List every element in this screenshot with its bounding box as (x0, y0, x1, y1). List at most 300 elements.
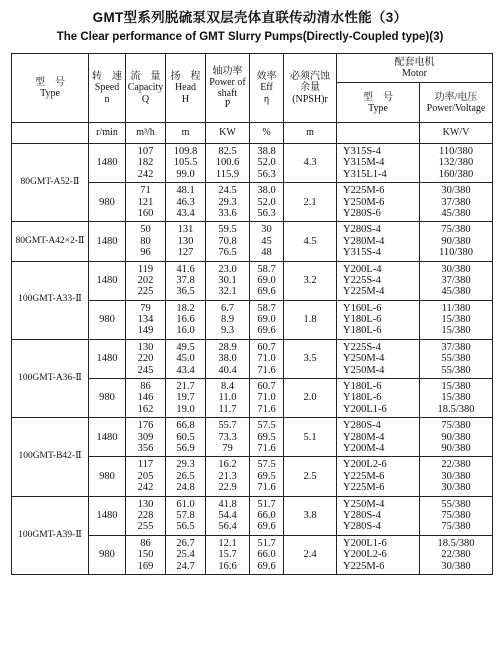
motor-type-value: Y200M-4 (343, 442, 385, 454)
motor-power-voltage-cell (420, 379, 493, 418)
efficiency-cell (250, 457, 284, 496)
capacity-value: 202 (137, 274, 154, 286)
efficiency-value: 69.5 (257, 470, 276, 482)
header-row-1 (12, 54, 493, 83)
motor-power-voltage-value: 45/380 (441, 207, 471, 219)
efficiency-cell (250, 144, 284, 183)
header-npsh-cn2: 余量 (300, 82, 320, 94)
shaft-power-value: 15.7 (218, 549, 237, 561)
shaft-power-value: 33.6 (218, 207, 237, 219)
motor-power-voltage-value: 30/380 (441, 560, 471, 572)
efficiency-cell (250, 222, 284, 261)
header-eff-cn: 效率 (256, 71, 277, 83)
capacity-value: 160 (137, 207, 154, 219)
head-value: 99.0 (176, 168, 195, 180)
capacity-value: 130 (137, 498, 154, 510)
efficiency-cell (250, 496, 284, 535)
speed-value: 1480 (89, 418, 126, 457)
unit-power: KW (206, 123, 250, 144)
capacity-value: 356 (137, 442, 154, 454)
efficiency-cell (250, 300, 284, 339)
header-motor-pv (420, 83, 493, 123)
efficiency-cell (250, 339, 284, 378)
header-head-sym: H (181, 93, 190, 105)
head-value: 105.5 (173, 157, 198, 169)
motor-power-voltage-value: 75/380 (441, 521, 471, 533)
npsh-value: 2.0 (284, 379, 337, 418)
shaft-power-value: 9.3 (220, 325, 235, 337)
head-cell (166, 535, 206, 574)
head-value: 131 (177, 224, 194, 236)
efficiency-value: 57.5 (257, 459, 276, 471)
efficiency-value: 38.0 (257, 185, 276, 197)
efficiency-value: 58.7 (257, 302, 276, 314)
pump-type: 80GMT-A42×2-Ⅱ (12, 222, 89, 261)
motor-power-voltage-value: 75/380 (441, 509, 471, 521)
efficiency-value: 58.7 (257, 263, 276, 275)
capacity-value: 107 (137, 146, 154, 157)
head-cell (166, 418, 206, 457)
efficiency-value: 56.3 (257, 168, 276, 180)
capacity-value: 242 (137, 168, 154, 180)
unit-capacity: m³/h (126, 123, 166, 144)
efficiency-value: 71.0 (257, 392, 276, 404)
motor-type-value: Y280M-4 (343, 235, 385, 247)
motor-power-voltage-cell (420, 183, 493, 222)
head-value: 46.3 (176, 196, 195, 208)
head-value: 127 (177, 247, 194, 259)
header-npsh (284, 54, 337, 123)
efficiency-value: 38.8 (257, 146, 276, 157)
header-power-cn: 轴功率 (212, 65, 243, 77)
motor-type-value: Y160L-6 (343, 302, 382, 314)
efficiency-cell (250, 261, 284, 300)
shaft-power-value: 16.2 (218, 459, 237, 471)
efficiency-value: 69.6 (257, 325, 276, 337)
motor-power-voltage-value: 30/380 (441, 470, 471, 482)
motor-type-value: Y280S-4 (343, 509, 381, 521)
capacity-value: 225 (137, 286, 154, 298)
capacity-value: 182 (137, 157, 154, 169)
motor-power-voltage-cell (420, 300, 493, 339)
efficiency-value: 69.6 (257, 521, 276, 533)
capacity-value: 162 (137, 403, 154, 415)
shaft-power-cell (206, 144, 250, 183)
page-title: GMT型系列脱硫泵双层壳体直联传动清水性能（3） (92, 10, 408, 25)
shaft-power-value: 8.9 (220, 314, 235, 326)
shaft-power-value: 12.1 (218, 537, 237, 549)
header-motor (337, 54, 493, 83)
shaft-power-value: 79 (222, 442, 233, 454)
speed-value: 980 (89, 300, 126, 339)
capacity-value: 117 (137, 459, 154, 471)
shaft-power-value: 54.4 (218, 509, 237, 521)
motor-power-voltage-value: 55/380 (441, 353, 471, 365)
speed-value: 1480 (89, 222, 126, 261)
efficiency-value: 66.0 (257, 509, 276, 521)
head-value: 25.4 (176, 549, 195, 561)
capacity-cell (126, 339, 166, 378)
head-value: 21.7 (176, 381, 195, 393)
efficiency-cell (250, 183, 284, 222)
motor-type-value: Y315S-4 (343, 146, 381, 157)
head-value: 16.0 (176, 325, 195, 337)
efficiency-value: 71.6 (257, 403, 276, 415)
shaft-power-value: 40.4 (218, 364, 237, 376)
motor-type-value: Y180L-6 (343, 381, 382, 393)
table-row (12, 144, 493, 183)
head-cell (166, 339, 206, 378)
capacity-value: 71 (140, 185, 151, 197)
header-motor-pv-en: Power/Voltage (426, 102, 486, 114)
efficiency-value: 71.6 (257, 442, 276, 454)
motor-type-value: Y225M-6 (343, 482, 385, 494)
motor-type-value: Y315M-4 (343, 157, 385, 169)
capacity-cell (126, 418, 166, 457)
npsh-value: 3.2 (284, 261, 337, 300)
capacity-cell (126, 457, 166, 496)
speed-value: 980 (89, 183, 126, 222)
shaft-power-cell (206, 379, 250, 418)
head-value: 56.5 (176, 521, 195, 533)
header-power-en2: shaft (217, 88, 238, 99)
pump-type: 80GMT-A52-Ⅱ (12, 144, 89, 222)
efficiency-value: 66.0 (257, 549, 276, 561)
shaft-power-value: 28.9 (218, 341, 237, 353)
capacity-value: 255 (137, 521, 154, 533)
motor-type-value: Y280M-4 (343, 431, 385, 443)
head-value: 130 (177, 235, 194, 247)
motor-type-value: Y200L2-6 (343, 549, 387, 561)
motor-type-value: Y280S-4 (343, 420, 381, 432)
motor-type-cell (337, 457, 420, 496)
shaft-power-cell (206, 496, 250, 535)
motor-type-cell (337, 418, 420, 457)
shaft-power-value: 6.7 (220, 302, 235, 314)
head-cell (166, 300, 206, 339)
speed-value: 1480 (89, 339, 126, 378)
motor-power-voltage-value: 75/380 (441, 420, 471, 432)
head-value: 37.8 (176, 274, 195, 286)
npsh-value: 3.8 (284, 496, 337, 535)
motor-type-value: Y280S-4 (343, 521, 381, 533)
npsh-value: 4.5 (284, 222, 337, 261)
header-speed (89, 54, 126, 123)
head-cell (166, 222, 206, 261)
efficiency-value: 52.0 (257, 196, 276, 208)
motor-type-cell (337, 535, 420, 574)
motor-power-voltage-cell (420, 261, 493, 300)
header-head-cn: 扬 程 (170, 71, 201, 83)
head-value: 18.2 (176, 302, 195, 314)
motor-type-cell (337, 144, 420, 183)
header-capacity-cn: 流 量 (130, 71, 161, 83)
capacity-value: 121 (137, 196, 154, 208)
unit-npsh: m (284, 123, 337, 144)
head-value: 26.5 (176, 470, 195, 482)
shaft-power-value: 100.6 (215, 157, 240, 169)
unit-eff: % (250, 123, 284, 144)
shaft-power-value: 56.4 (218, 521, 237, 533)
header-head (166, 54, 206, 123)
shaft-power-value: 16.6 (218, 560, 237, 572)
shaft-power-value: 115.9 (215, 168, 240, 180)
units-row (12, 123, 493, 144)
capacity-cell (126, 496, 166, 535)
shaft-power-value: 23.0 (218, 263, 237, 275)
unit-motor-pv: KW/V (420, 123, 493, 144)
motor-power-voltage-cell (420, 535, 493, 574)
motor-power-voltage-cell (420, 144, 493, 183)
efficiency-cell (250, 379, 284, 418)
motor-power-voltage-value: 37/380 (441, 274, 471, 286)
head-cell (166, 144, 206, 183)
header-type-cn: 型 号 (35, 76, 65, 88)
efficiency-value: 60.7 (257, 381, 276, 393)
speed-value: 1480 (89, 496, 126, 535)
motor-power-voltage-value: 90/380 (441, 442, 471, 454)
header-npsh-en: (NPSH)r (292, 93, 328, 105)
head-value: 60.5 (176, 431, 195, 443)
shaft-power-value: 8.4 (220, 381, 235, 393)
motor-type-cell (337, 496, 420, 535)
motor-type-cell (337, 300, 420, 339)
head-value: 43.4 (176, 207, 195, 219)
pump-type: 100GMT-A33-Ⅱ (12, 261, 89, 339)
motor-power-voltage-cell (420, 457, 493, 496)
head-value: 29.3 (176, 459, 195, 471)
motor-power-voltage-value: 75/380 (441, 224, 471, 236)
motor-power-voltage-value: 110/380 (438, 247, 474, 259)
head-value: 66.8 (176, 420, 195, 432)
capacity-cell (126, 535, 166, 574)
header-speed-en: Speed (94, 82, 120, 94)
head-cell (166, 183, 206, 222)
efficiency-value: 69.0 (257, 274, 276, 286)
motor-power-voltage-value: 30/380 (441, 482, 471, 494)
motor-type-cell (337, 261, 420, 300)
motor-power-voltage-value: 15/380 (441, 392, 471, 404)
capacity-value: 149 (137, 325, 154, 337)
head-value: 61.0 (176, 498, 195, 510)
capacity-cell (126, 222, 166, 261)
shaft-power-value: 76.5 (218, 247, 237, 259)
motor-power-voltage-value: 160/380 (438, 168, 474, 180)
capacity-value: 242 (137, 482, 154, 494)
head-value: 57.8 (176, 509, 195, 521)
speed-value: 980 (89, 457, 126, 496)
efficiency-value: 69.6 (257, 286, 276, 298)
head-value: 56.9 (176, 442, 195, 454)
head-value: 49.5 (176, 341, 195, 353)
motor-power-voltage-value: 18.5/380 (437, 403, 475, 415)
motor-power-voltage-value: 30/380 (441, 185, 471, 197)
unit-motor-type (337, 123, 420, 144)
motor-power-voltage-value: 22/380 (441, 459, 471, 471)
motor-type-value: Y180L-6 (343, 325, 382, 337)
npsh-value: 4.3 (284, 144, 337, 183)
header-motor-pv-cn: 功率/电压 (434, 91, 478, 103)
header-capacity (126, 54, 166, 123)
npsh-value: 3.5 (284, 339, 337, 378)
head-value: 16.6 (176, 314, 195, 326)
shaft-power-value: 70.8 (218, 235, 237, 247)
header-power-en1: Power of (209, 76, 246, 88)
head-value: 19.0 (176, 403, 195, 415)
header-motor-type-en: Type (368, 102, 388, 114)
motor-type-cell (337, 379, 420, 418)
capacity-value: 96 (140, 247, 151, 259)
efficiency-cell (250, 418, 284, 457)
efficiency-value: 45 (261, 235, 272, 247)
motor-type-cell (337, 339, 420, 378)
motor-type-value: Y200L2-6 (343, 459, 387, 471)
header-type (12, 54, 89, 123)
motor-type-cell (337, 183, 420, 222)
capacity-value: 176 (137, 420, 154, 432)
shaft-power-value: 30.1 (218, 274, 237, 286)
capacity-cell (126, 144, 166, 183)
efficiency-value: 71.6 (257, 482, 276, 494)
motor-power-voltage-value: 37/380 (441, 341, 471, 353)
motor-power-voltage-value: 30/380 (441, 263, 471, 275)
shaft-power-value: 24.5 (218, 185, 237, 197)
shaft-power-value: 59.5 (218, 224, 237, 236)
motor-type-cell (337, 222, 420, 261)
motor-power-voltage-cell (420, 339, 493, 378)
shaft-power-value: 11.7 (218, 403, 237, 415)
motor-type-value: Y200L1-6 (343, 403, 387, 415)
capacity-value: 309 (137, 431, 154, 443)
motor-type-value: Y200L-4 (343, 263, 382, 275)
capacity-value: 245 (137, 364, 154, 376)
pump-type: 100GMT-A39-Ⅱ (12, 496, 89, 574)
unit-type (12, 123, 89, 144)
shaft-power-value: 73.3 (218, 431, 237, 443)
efficiency-value: 69.5 (257, 431, 276, 443)
motor-power-voltage-value: 22/380 (441, 549, 471, 561)
table-row (12, 222, 493, 261)
motor-power-voltage-value: 15/380 (441, 381, 471, 393)
shaft-power-cell (206, 300, 250, 339)
header-eff-en: Eff (260, 82, 273, 94)
head-value: 43.4 (176, 364, 195, 376)
header-speed-cn: 转 速 (92, 71, 122, 83)
efficiency-value: 51.7 (257, 498, 276, 510)
shaft-power-cell (206, 535, 250, 574)
head-value: 109.8 (173, 146, 198, 157)
head-value: 48.1 (176, 185, 195, 197)
motor-type-value: Y280S-4 (343, 224, 381, 236)
shaft-power-value: 11.0 (218, 392, 237, 404)
npsh-value: 5.1 (284, 418, 337, 457)
head-value: 26.7 (176, 537, 195, 549)
motor-type-value: Y315S-4 (343, 247, 381, 259)
efficiency-value: 71.0 (257, 353, 276, 365)
motor-type-value: Y180L-6 (343, 392, 382, 404)
efficiency-value: 51.7 (257, 537, 276, 549)
head-value: 41.6 (176, 263, 195, 275)
capacity-value: 86 (140, 537, 151, 549)
npsh-value: 1.8 (284, 300, 337, 339)
motor-power-voltage-value: 18.5/380 (437, 537, 475, 549)
shaft-power-value: 29.3 (218, 196, 237, 208)
capacity-value: 146 (137, 392, 154, 404)
capacity-value: 150 (137, 549, 154, 561)
capacity-cell (126, 261, 166, 300)
motor-power-voltage-value: 15/380 (441, 314, 471, 326)
header-npsh-cn1: 必须汽蚀 (290, 71, 330, 83)
motor-type-value: Y250M-4 (343, 498, 385, 510)
header-motor-cn: 配套电机 (394, 57, 435, 68)
capacity-value: 119 (137, 263, 154, 275)
table-row (12, 418, 493, 457)
motor-power-voltage-value: 45/380 (441, 286, 471, 298)
shaft-power-cell (206, 222, 250, 261)
pump-type: 100GMT-B42-Ⅱ (12, 418, 89, 496)
motor-type-value: Y225S-4 (343, 274, 381, 286)
capacity-cell (126, 183, 166, 222)
capacity-value: 134 (137, 314, 154, 326)
capacity-value: 86 (140, 381, 151, 393)
shaft-power-cell (206, 457, 250, 496)
head-cell (166, 379, 206, 418)
head-cell (166, 261, 206, 300)
motor-power-voltage-value: 15/380 (441, 325, 471, 337)
head-cell (166, 457, 206, 496)
capacity-cell (126, 300, 166, 339)
shaft-power-value: 38.0 (218, 353, 237, 365)
efficiency-cell (250, 535, 284, 574)
header-eff-sym: η (263, 93, 270, 105)
efficiency-value: 48 (261, 247, 272, 259)
speed-value: 1480 (89, 144, 126, 183)
motor-power-voltage-value: 37/380 (441, 196, 471, 208)
shaft-power-cell (206, 418, 250, 457)
header-speed-sym: n (104, 93, 110, 105)
header-eff (250, 54, 284, 123)
speed-value: 1480 (89, 261, 126, 300)
pump-type: 100GMT-A36-Ⅱ (12, 339, 89, 417)
npsh-value: 2.1 (284, 183, 337, 222)
motor-type-value: Y250M-4 (343, 353, 385, 365)
efficiency-value: 56.3 (257, 207, 276, 219)
shaft-power-value: 21.3 (218, 470, 237, 482)
motor-power-voltage-value: 90/380 (441, 431, 471, 443)
header-motor-en: Motor (402, 68, 427, 80)
motor-power-voltage-value: 11/380 (441, 302, 471, 314)
motor-power-voltage-value: 132/380 (438, 157, 474, 169)
motor-type-value: Y225S-4 (343, 341, 381, 353)
motor-type-value: Y225M-6 (343, 185, 385, 197)
shaft-power-cell (206, 339, 250, 378)
header-head-en: Head (174, 82, 197, 94)
motor-type-value: Y315L1-4 (343, 168, 387, 180)
capacity-value: 50 (140, 224, 151, 236)
header-power (206, 54, 250, 123)
shaft-power-cell (206, 183, 250, 222)
unit-head: m (166, 123, 206, 144)
motor-power-voltage-value: 55/380 (441, 364, 471, 376)
head-value: 45.0 (176, 353, 195, 365)
performance-table (11, 53, 493, 575)
shaft-power-value: 41.8 (218, 498, 237, 510)
motor-type-value: Y280S-6 (343, 207, 381, 219)
motor-power-voltage-value: 110/380 (438, 146, 474, 157)
efficiency-value: 69.6 (257, 560, 276, 572)
header-motor-type-cn: 型 号 (363, 91, 393, 103)
motor-type-value: Y250M-6 (343, 196, 385, 208)
